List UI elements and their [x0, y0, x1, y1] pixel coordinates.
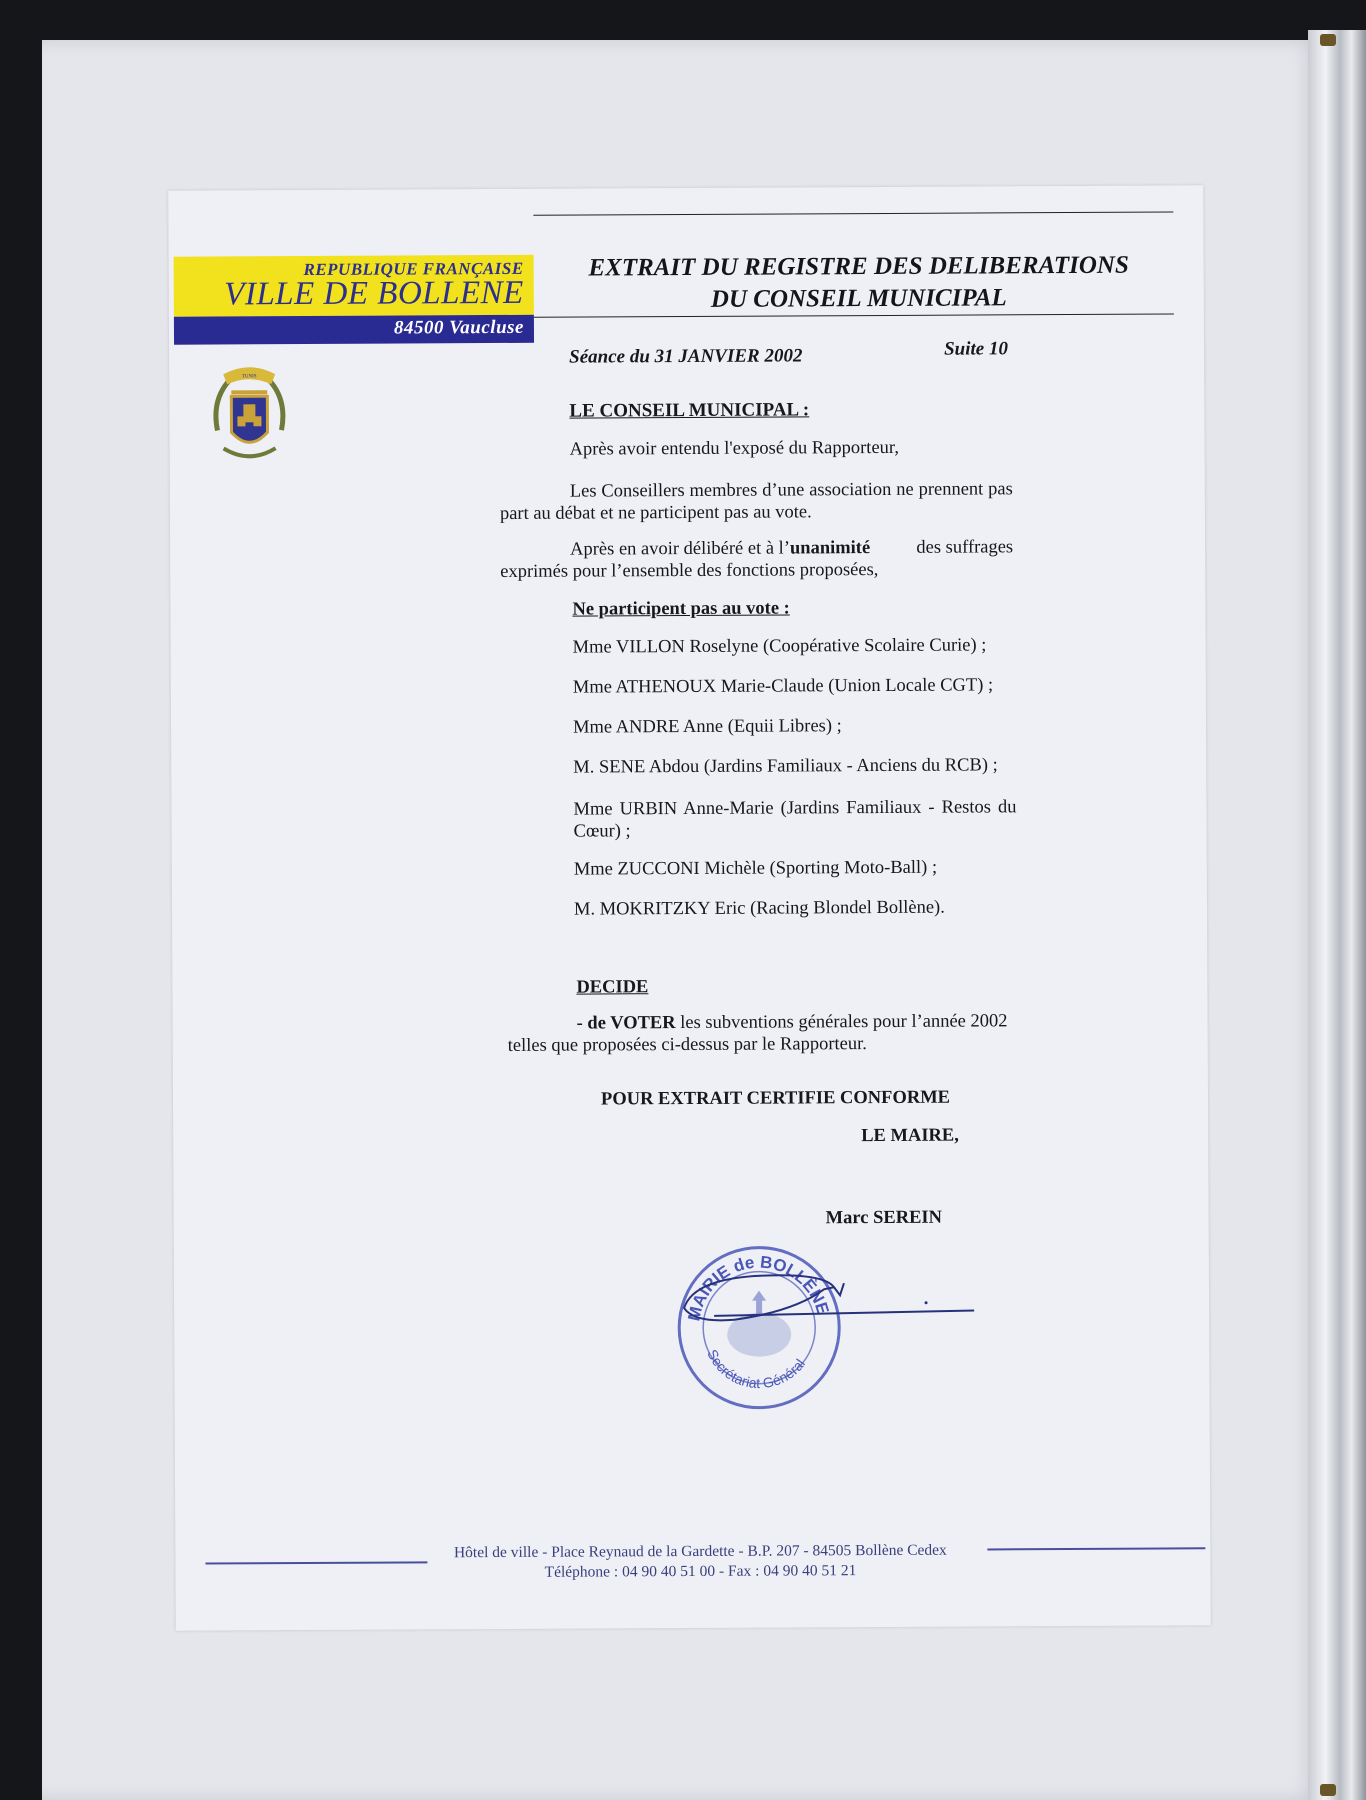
- council-heading: LE CONSEIL MUNICIPAL :: [569, 399, 810, 422]
- stamp-bottom-text: Secrétariat Général: [704, 1346, 809, 1392]
- suite-number: Suite 10: [944, 338, 1009, 360]
- decision-text: les subventions générales pour l’année 2002: [675, 1011, 1008, 1034]
- binder-ring-bottom: [1320, 1784, 1336, 1796]
- title-line-1: EXTRAIT DU REGISTRE DES DELIBERATIONS: [588, 251, 1129, 282]
- footer-rule-left: [205, 1561, 427, 1564]
- title-line-2: DU CONSEIL MUNICIPAL: [710, 284, 1007, 313]
- mayor-title: LE MAIRE,: [861, 1125, 959, 1147]
- non-voter-item: Mme URBIN Anne-Marie (Jardins Familiaux - Restos du: [573, 797, 1017, 820]
- session-date: Séance du 31 JANVIER 2002: [569, 345, 803, 368]
- certification-label: POUR EXTRAIT CERTIFIE CONFORME: [600, 1087, 951, 1110]
- coat-of-arms-icon: [209, 360, 290, 470]
- document-title: [539, 249, 1179, 316]
- banner-city-name: VILLE DE BOLLENE: [224, 274, 524, 313]
- deliberation-text-post: des suffrages: [916, 537, 1014, 558]
- banner-republic-label: REPUBLIQUE FRANÇAISE: [303, 258, 524, 280]
- paragraph-conseillers-line2: part au débat et ne participent pas au vote.: [499, 502, 812, 524]
- header-rule-top: [533, 211, 1173, 215]
- binder-ring-top: [1320, 34, 1336, 46]
- city-banner: [174, 255, 534, 345]
- paragraph-deliberation-line1: [570, 536, 1013, 560]
- decision-line1: [577, 1010, 1008, 1034]
- paragraph-conseillers-line1: Les Conseillers membres d’une association ne prennent pas: [569, 479, 1013, 502]
- non-voter-item: M. SENE Abdou (Jardins Familiaux - Anciens du RCB) ;: [573, 755, 998, 778]
- non-voter-item: Mme ANDRE Anne (Equii Libres) ;: [573, 716, 842, 738]
- unanimity-word: unanimité: [789, 538, 871, 559]
- crest-scroll-label: TUNIS: [241, 374, 257, 380]
- decision-line2: telles que proposées ci-dessus par le Rapporteur.: [507, 1034, 867, 1056]
- footer-address-line: Hôtel de ville - Place Reynaud de la Gardette - B.P. 207 - 84505 Bollène Cedex: [453, 1541, 947, 1562]
- paragraph-deliberation-line2: exprimés pour l’ensemble des fonctions proposées,: [500, 560, 879, 582]
- non-voter-item-continuation: Cœur) ;: [573, 821, 631, 842]
- non-voter-item: Mme ATHENOUX Marie-Claude (Union Locale CGT) ;: [572, 675, 994, 698]
- decision-vote-label: - de VOTER: [576, 1013, 676, 1034]
- footer-address: [405, 1540, 995, 1583]
- non-voters-heading: Ne participent pas au vote :: [572, 598, 790, 620]
- deliberation-text-pre: Après en avoir délibéré et à l’: [570, 538, 791, 560]
- footer-contact-line: Téléphone : 04 90 40 51 00 - Fax : 04 90 40 51 21: [544, 1562, 857, 1581]
- document-sheet: [168, 185, 1211, 1630]
- mayor-name: Marc SEREIN: [825, 1207, 942, 1229]
- signature-icon: [674, 1266, 994, 1328]
- banner-postcode: 84500 Vaucluse: [393, 316, 525, 339]
- binder-edge: [1308, 30, 1366, 1800]
- stamp-top-text: MAIRIE de BOLLÈNE: [684, 1252, 833, 1323]
- footer-rule-right: [987, 1547, 1205, 1550]
- decide-heading: DECIDE: [576, 977, 649, 998]
- paragraph-rapporteur: Après avoir entendu l'exposé du Rapporteur,: [569, 437, 899, 460]
- non-voter-item: Mme VILLON Roselyne (Coopérative Scolaire Curie) ;: [572, 635, 987, 658]
- non-voter-item: Mme ZUCCONI Michèle (Sporting Moto-Ball) ;: [573, 857, 938, 880]
- non-voter-item: M. MOKRITZKY Eric (Racing Blondel Bollène).: [573, 897, 945, 920]
